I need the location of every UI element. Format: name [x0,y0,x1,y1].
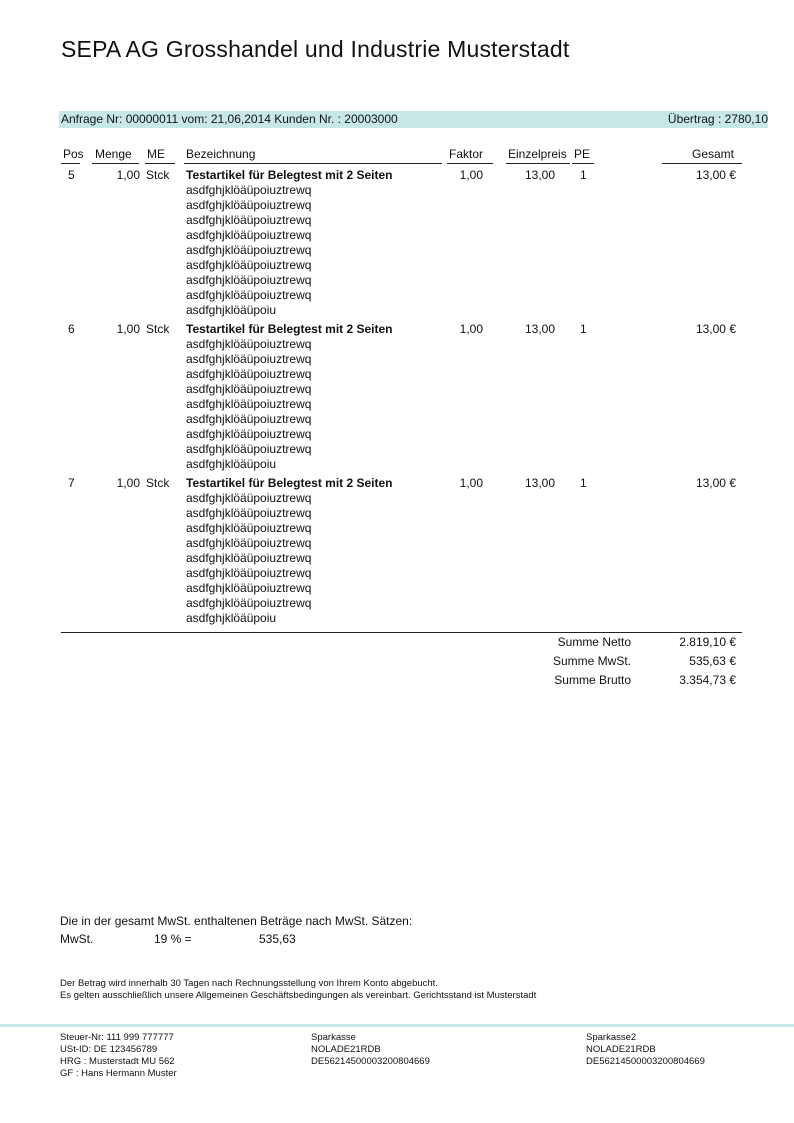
row-title: Testartikel für Belegtest mit 2 Seiten [186,168,393,182]
footer-bank-name: Sparkasse [311,1032,356,1043]
row-faktor: 1,00 [459,476,483,490]
row-desc-line: asdfghjklöäüpoiu [186,303,277,317]
header-faktor: Faktor [449,147,484,161]
footer-tax-number: Steuer-Nr: 111 999 777777 [60,1032,174,1043]
header-einzelpreis: Einzelpreis [508,147,567,161]
row-desc-line: asdfghjklöäüpoiuztrewq [186,288,312,302]
vat-amount: 535,63 [259,932,296,946]
header-underline-pe [572,163,594,164]
row-desc-line: asdfghjklöäüpoiuztrewq [186,367,312,381]
row-pe: 1 [580,168,587,182]
header-underline-menge [92,163,139,164]
footer-bank2-name: Sparkasse2 [586,1032,637,1043]
row-title: Testartikel für Belegtest mit 2 Seiten [186,322,393,336]
row-desc-line: asdfghjklöäüpoiuztrewq [186,397,312,411]
row-me: Stck [146,476,170,490]
row-einzelpreis: 13,00 [524,322,555,336]
header-underline-me [145,163,175,164]
total-brutto-value: 3.354,73 € [679,673,736,687]
row-gesamt: 13,00 € [695,322,736,336]
header-pos: Pos [63,147,84,161]
footer-bank-iban: DE56214500003200804669 [311,1056,430,1067]
total-netto-label: Summe Netto [557,635,631,649]
row-desc-line: asdfghjklöäüpoiuztrewq [186,228,312,242]
row-pos: 5 [68,168,75,182]
header-underline-pos [61,163,80,164]
row-desc-line: asdfghjklöäüpoiuztrewq [186,243,312,257]
row-desc-line: asdfghjklöäüpoiu [186,457,277,471]
total-netto-value: 2.819,10 € [679,635,736,649]
table-bottom-rule [61,632,742,633]
row-gesamt: 13,00 € [695,168,736,182]
row-desc-line: asdfghjklöäüpoiuztrewq [186,551,312,565]
row-desc-line: asdfghjklöäüpoiuztrewq [186,412,312,426]
total-mwst-label: Summe MwSt. [552,654,631,668]
header-pe: PE [574,147,591,161]
header-underline-einzelpreis [506,163,570,164]
row-einzelpreis: 13,00 [524,476,555,490]
header-underline-faktor [447,163,493,164]
row-pe: 1 [580,322,587,336]
header-menge: Menge [95,147,132,161]
row-faktor: 1,00 [459,322,483,336]
header-underline-gesamt [662,163,742,164]
row-me: Stck [146,168,170,182]
row-desc-line: asdfghjklöäüpoiuztrewq [186,427,312,441]
row-pe: 1 [580,476,587,490]
header-bezeichnung: Bezeichnung [186,147,256,161]
note-line: Es gelten ausschließlich unsere Allgemeinen Geschäftsbedingungen als vereinbart. Gerichtsstand ist Musterstadt [60,990,537,1001]
footer-managing-director: GF : Hans Hermann Muster [60,1068,177,1079]
row-desc-line: asdfghjklöäüpoiuztrewq [186,352,312,366]
footer-bank-bic: NOLADE21RDB [311,1044,381,1055]
row-desc-line: asdfghjklöäüpoiuztrewq [186,273,312,287]
row-desc-line: asdfghjklöäüpoiuztrewq [186,521,312,535]
row-einzelpreis: 13,00 [524,168,555,182]
header-gesamt: Gesamt [692,147,735,161]
row-desc-line: asdfghjklöäüpoiuztrewq [186,198,312,212]
row-faktor: 1,00 [459,168,483,182]
row-desc-line: asdfghjklöäüpoiuztrewq [186,581,312,595]
row-menge: 1,00 [116,476,140,490]
document-title: SEPA AG Grosshandel und Industrie Musterstadt [61,36,570,62]
footer-divider [0,1024,794,1027]
row-desc-line: asdfghjklöäüpoiuztrewq [186,337,312,351]
vat-heading: Die in der gesamt MwSt. enthaltenen Beträge nach MwSt. Sätzen: [60,914,413,928]
footer-bank2-bic: NOLADE21RDB [586,1044,656,1055]
row-desc-line: asdfghjklöäüpoiu [186,611,277,625]
row-desc-line: asdfghjklöäüpoiuztrewq [186,382,312,396]
row-desc-line: asdfghjklöäüpoiuztrewq [186,491,312,505]
row-desc-line: asdfghjklöäüpoiuztrewq [186,566,312,580]
row-desc-line: asdfghjklöäüpoiuztrewq [186,213,312,227]
row-desc-line: asdfghjklöäüpoiuztrewq [186,183,312,197]
footer-register: HRG : Musterstadt MU 562 [60,1056,175,1067]
info-bar [59,111,768,128]
row-title: Testartikel für Belegtest mit 2 Seiten [186,476,393,490]
row-menge: 1,00 [116,168,140,182]
row-me: Stck [146,322,170,336]
row-pos: 7 [68,476,75,490]
carry-over: Übertrag : 2780,10 [667,112,768,126]
row-desc-line: asdfghjklöäüpoiuztrewq [186,536,312,550]
note-line: Der Betrag wird innerhalb 30 Tagen nach Rechnungsstellung von Ihrem Konto abgebucht. [60,978,438,989]
footer-vat-id: USt-ID: DE 123456789 [60,1044,158,1055]
row-desc-line: asdfghjklöäüpoiuztrewq [186,442,312,456]
row-desc-line: asdfghjklöäüpoiuztrewq [186,258,312,272]
row-desc-line: asdfghjklöäüpoiuztrewq [186,506,312,520]
footer-bank2-iban: DE56214500003200804669 [586,1056,705,1067]
row-pos: 6 [68,322,75,336]
header-me: ME [147,147,165,161]
row-menge: 1,00 [116,322,140,336]
total-mwst-value: 535,63 € [689,654,736,668]
row-desc-line: asdfghjklöäüpoiuztrewq [186,596,312,610]
request-info: Anfrage Nr: 00000011 vom: 21,06,2014 Kunden Nr. : 20003000 [61,112,398,126]
vat-rate: 19 % = [154,932,192,946]
header-underline-bezeichnung [184,163,442,164]
row-gesamt: 13,00 € [695,476,736,490]
vat-label: MwSt. [60,932,94,946]
total-brutto-label: Summe Brutto [554,673,631,687]
